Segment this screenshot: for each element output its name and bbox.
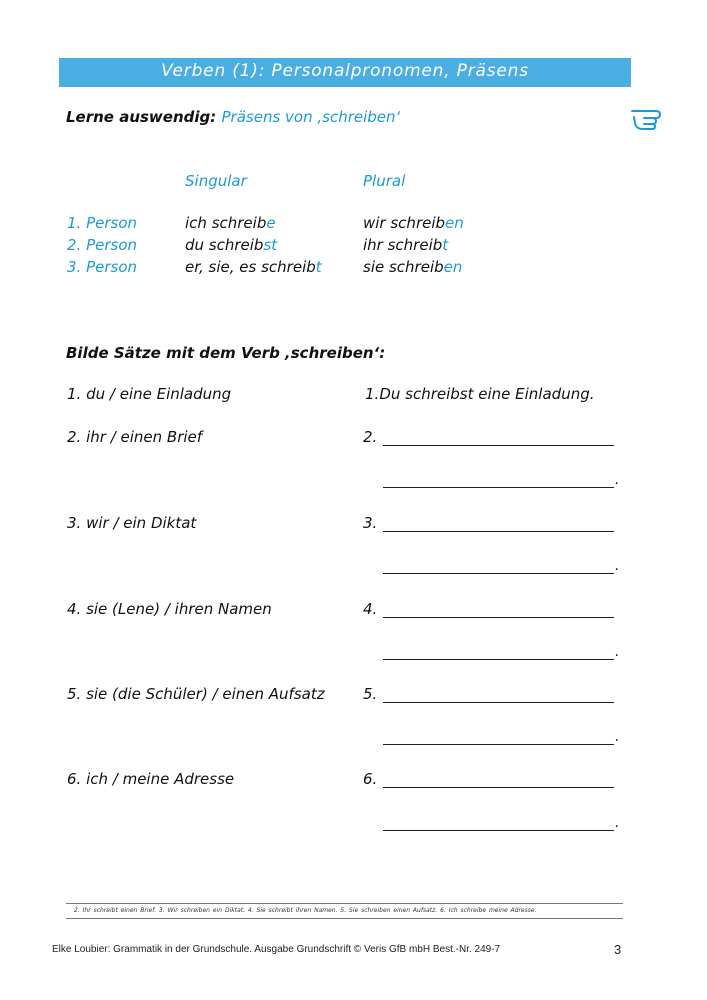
singular-header: Singular [185,172,247,190]
answer-line-4a[interactable] [383,617,614,618]
exercise-prompt-1: 1. du / eine Einladung [67,385,232,403]
person-3-label: 3. Person [67,258,138,276]
answer-number-4: 4. [363,600,378,618]
answer-number-5: 5. [363,685,378,703]
page-number: 3 [614,942,622,957]
singular-form-2: du schreibst [185,236,278,254]
answer-line-5a[interactable] [383,702,614,703]
pointing-hand-icon [630,106,670,132]
answer-period-4: . [615,644,620,660]
learn-subject: Präsens von ‚schreiben‘ [221,108,401,126]
singular-form-3: er, sie, es schreibt [185,258,322,276]
exercise-prompt-2: 2. ihr / einen Brief [67,428,203,446]
exercise-instruction: Bilde Sätze mit dem Verb ‚schreiben‘: [66,344,386,362]
answer-line-6b[interactable] [383,830,614,831]
solutions-strip [66,903,623,919]
answer-period-5: . [615,729,620,745]
answer-period-2: . [615,472,620,488]
answer-line-2a[interactable] [383,445,614,446]
answer-line-4b[interactable] [383,659,614,660]
person-1-label: 1. Person [67,214,138,232]
solutions-text: 2. Ihr schreibt einen Brief. 3. Wir schreiben ein Diktat. 4. Sie schreibt ihren Namen. 5. Sie schreiben einen Aufsatz. 6. Ich schreibe meine Adresse. [74,907,537,914]
example-answer: 1.Du schreibst eine Einladung. [365,385,595,403]
answer-line-5b[interactable] [383,744,614,745]
answer-line-2b[interactable] [383,487,614,488]
singular-form-1: ich schreibe [185,214,276,232]
plural-form-1: wir schreiben [363,214,464,232]
exercise-prompt-5: 5. sie (die Schüler) / einen Aufsatz [67,685,325,703]
exercise-prompt-4: 4. sie (Lene) / ihren Namen [67,600,272,618]
page-title: Verben (1): Personalpronomen, Präsens [161,61,529,81]
exercise-prompt-3: 3. wir / ein Diktat [67,514,197,532]
exercise-prompt-6: 6. ich / meine Adresse [67,770,235,788]
answer-period-3: . [615,558,620,574]
answer-line-3a[interactable] [383,531,614,532]
answer-line-3b[interactable] [383,573,614,574]
answer-period-6: . [615,815,620,831]
title-bar [59,58,631,87]
person-2-label: 2. Person [67,236,138,254]
answer-number-2: 2. [363,428,378,446]
learn-colon: : [210,108,217,126]
plural-form-2: ihr schreibt [363,236,449,254]
plural-form-3: sie schreiben [363,258,463,276]
learn-heading [66,108,400,126]
answer-number-6: 6. [363,770,378,788]
footer-credit: Elke Loubier: Grammatik in der Grundschule. Ausgabe Grundschrift © Veris GfB mbH Best.-Nr. 249-7 [52,944,501,955]
learn-label: Lerne auswendig [66,108,211,126]
answer-line-6a[interactable] [383,787,614,788]
plural-header: Plural [363,172,406,190]
answer-number-3: 3. [363,514,378,532]
